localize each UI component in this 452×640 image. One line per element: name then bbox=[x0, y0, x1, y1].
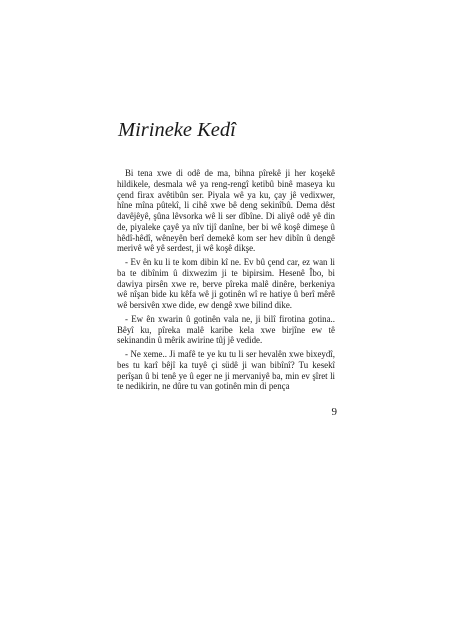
paragraph-2: - Ev ên ku li te kom dibin kî ne. Ev bû çend car, ez wan li ba te dibînim û dixwezim ji te bipirsim. Hesenê Îbo, bi dawiya pirsên xwe re, berve pîreka malê dinêre, berkeniya wê nîşan bide ku kêfa wê ji gotinên wî re hatiye û berî mêrê wê bersivên xwe dide, ew dengê xwe bilind dike. bbox=[117, 257, 335, 310]
page-number: 9 bbox=[331, 406, 337, 418]
paragraph-1: Bi tena xwe di odê de ma, bihna pîrekê ji her koşekê hildikele, desmala wê ya reng-rengî ketibû binê maseya ku çend firax avêtibûn ser. Piyala wê ya ku, çay jê vedixwer, hîne mîna pûtekî, li cihê xwe bê deng sekinîbû. Dema dêst davêjêyê, şûna lêvsorka wê li ser dîbîne. Di aliyê odê yê din de, piyaleke çayê ya nîv tijî danîne, ber bi wê koşê dimeşe û hêdî-hêdî, wêneyên berî demekê kom ser hev dibîn û dengê merivê wê yê serdest, ji wê koşê dikşe. bbox=[117, 168, 335, 254]
paragraph-3: - Ew ên xwarin û gotinên vala ne, ji bilî firotina gotina.. Bêyî ku, pîreka malê karibe kela xwe birjîne ew tê sekinandin û mêrik awirine tûj jê vedide. bbox=[117, 313, 335, 346]
body-text bbox=[117, 168, 335, 395]
paragraph-4: - Ne xeme.. Ji mafê te ye ku tu li ser hevalên xwe bixeydî, bes tu karî bêjî ka tuyê çi südê ji wan bibînî? Tu kesekî perîşan û bi tenê ye û eger ne ji mervaniyê ba, min ev şîret li te nedikirin, ne dûre tu van gotinên min di pençа bbox=[117, 349, 335, 392]
chapter-title: Mirineke Kedî bbox=[118, 119, 236, 141]
